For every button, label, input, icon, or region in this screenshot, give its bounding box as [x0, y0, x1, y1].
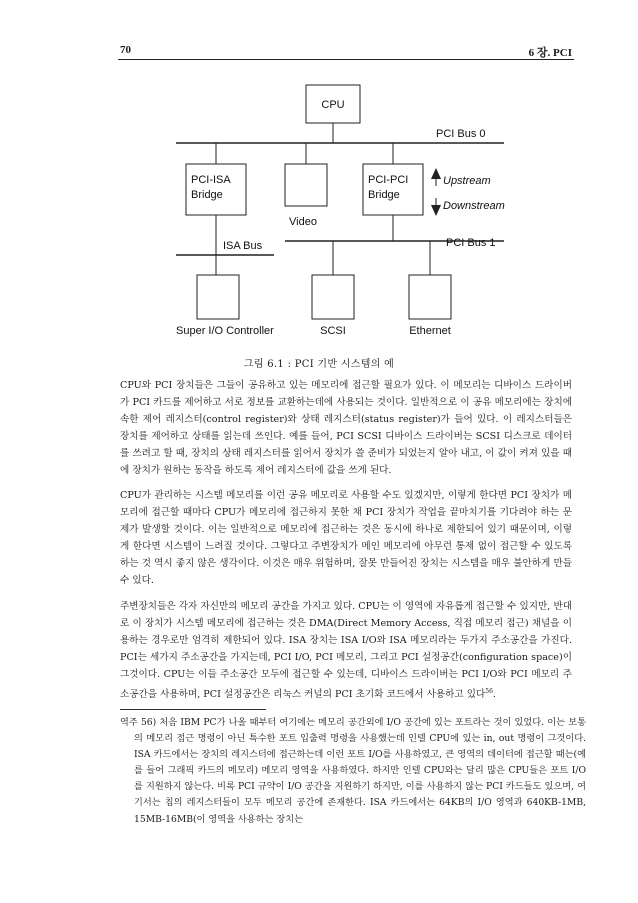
pci-bus-1-label: PCI Bus 1 [446, 237, 496, 249]
pci-isa-label-2: Bridge [191, 189, 223, 201]
video-box [285, 164, 327, 206]
pci-pci-label-1: PCI-PCI [368, 174, 409, 186]
page-header [120, 44, 572, 58]
cpu-label: CPU [321, 99, 345, 111]
scsi-label: SCSI [320, 325, 346, 337]
pci-isa-label-1: PCI-ISA [191, 174, 231, 186]
video-label: Video [289, 216, 317, 228]
footnote-reference: 56 [485, 688, 493, 695]
pci-system-diagram [170, 84, 510, 346]
pci-bus-0-label: PCI Bus 0 [436, 128, 486, 140]
pci-pci-label-2: Bridge [368, 189, 400, 201]
upstream-label: Upstream [443, 175, 491, 187]
body-paragraph-3-text: 주변장치들은 각자 자신만의 메모리 공간을 가지고 있다. CPU는 이 영역에 자유롭게 접근할 수 있지만, 반대로 이 장치가 시스템 메모리에 접근하는 것은 DMA(Direct Memory Access, 직접 메모리 접근) 채널을 이용하는 경우로만 엄격히 제한되어 있다. ISA 장치는 ISA I/O와 ISA 메모리라는 두가지 주소공간을 가진다. PCI는 세가지 주소공간을 가지는데, PCI I/O, PCI 메모리, 그리고 PCI 설정공간(configuration space)이 그것이다. CPU는 이들 주소공간 모두에 접근할 수 있는데, 디바이스 드라이버는 PCI I/O와 PCI 메모리 주소공간을 사용하며, PCI 설정공간은 리눅스 커널의 PCI 초기화 코드에서 사용하고 있다 [120, 601, 572, 701]
body-paragraph-1: CPU와 PCI 장치들은 그들이 공유하고 있는 메모리에 접근할 필요가 있다. 이 메모리는 디바이스 드라이버가 PCI 카드를 제어하고 서로 정보를 교환하는데에 사용되는 것이다. 일반적으로 이 공유 메모리에는 장치에 속한 제어 레지스터(control register)와 상태 레지스터(status register)가 들어 있다. 이 레지스터들은 장치를 제어하고 상태를 읽는데 쓰인다. 예를 들어, PCI SCSI 디바이스 드라이버는 SCSI 디스크로 데이터를 쓰려고 할 때, 장치의 상태 레지스터를 읽어서 장치가 쓸 준비가 되었는지 알아 내고, 이 값이 켜져 있을 때에 장치가 원하는 동작을 하도록 제어 레지스터에 값을 쓰게 된다. [120, 380, 572, 476]
footnote-rule [120, 709, 266, 710]
downstream-label: Downstream [443, 200, 505, 212]
body-paragraph-3-end: . [492, 689, 496, 701]
header-rule [118, 59, 574, 60]
body-paragraph-3 [120, 598, 572, 703]
isa-bus-label: ISA Bus [223, 240, 263, 252]
figure-caption: 그림 6.1 : PCI 기반 시스템의 예 [243, 359, 395, 370]
ethernet-label: Ethernet [409, 325, 451, 337]
ethernet-box [409, 275, 451, 319]
footnote-56: 역주 56) 처음 IBM PC가 나올 때부터 여기에는 메모리 공간외에 I/O 공간에 있는 포트라는 것이 있었다. 이는 보통의 메모리 접근 명령이 아닌 특수한 포트 입출력 명령을 사용했는데 인텔 CPU에 있는 in, out 명령이 그것이다. ISA 카드에서는 장치의 레지스터에 접근하는데 이런 포트 I/O를 사용하였고, 큰 영역의 데이터에 접근할 때는(예를 들어 그래픽 카드의 메모리) 메모리 영역을 사용하였다. 하지만 인텔 CPU와는 달리 많은 CPU들은 포트 I/O를 지원하지 않는다. 비록 PCI 규약이 I/O 공간을 지원하기 하지만, 이를 사용하지 않는 PCI 카드들도 있으며, 여기서는 칩의 레지스터들이 모두 메모리 공간에 존재한다. ISA 카드에서는 64KB의 I/O 영역과 640KB-1MB, 15MB-16MB(이 영역을 사용하는 장치는 [120, 717, 586, 825]
super-io-box [197, 275, 239, 319]
page-number: 70 [120, 44, 131, 56]
scsi-box [312, 275, 354, 319]
chapter-title: 6 장. PCI [528, 47, 572, 59]
super-io-label: Super I/O Controller [176, 325, 274, 337]
body-paragraph-2: CPU가 관리하는 시스템 메모리를 이런 공유 메모리로 사용할 수도 있겠지만, 이렇게 한다면 PCI 장치가 메모리에 접근할 때마다 CPU가 메모리에 접근하지 못한 채 PCI 장치가 작업을 끝마치기를 기다려야 하는 문제가 발생할 것이다. 이는 일반적으로 메모리에 접근하는 것은 동시에 하나로 제한되어 있기 때문이며, 이렇게 한다면 시스템이 느려질 것이다. 그렇다고 주변장치가 메인 메모리에 아무런 통제 없이 접근할 수 있도록 하는 것 역시 좋지 않은 생각이다. 이것은 매우 위험하며, 잘못 만들어진 장치는 시스템을 매우 불안하게 만들 수 있다. [120, 490, 572, 586]
